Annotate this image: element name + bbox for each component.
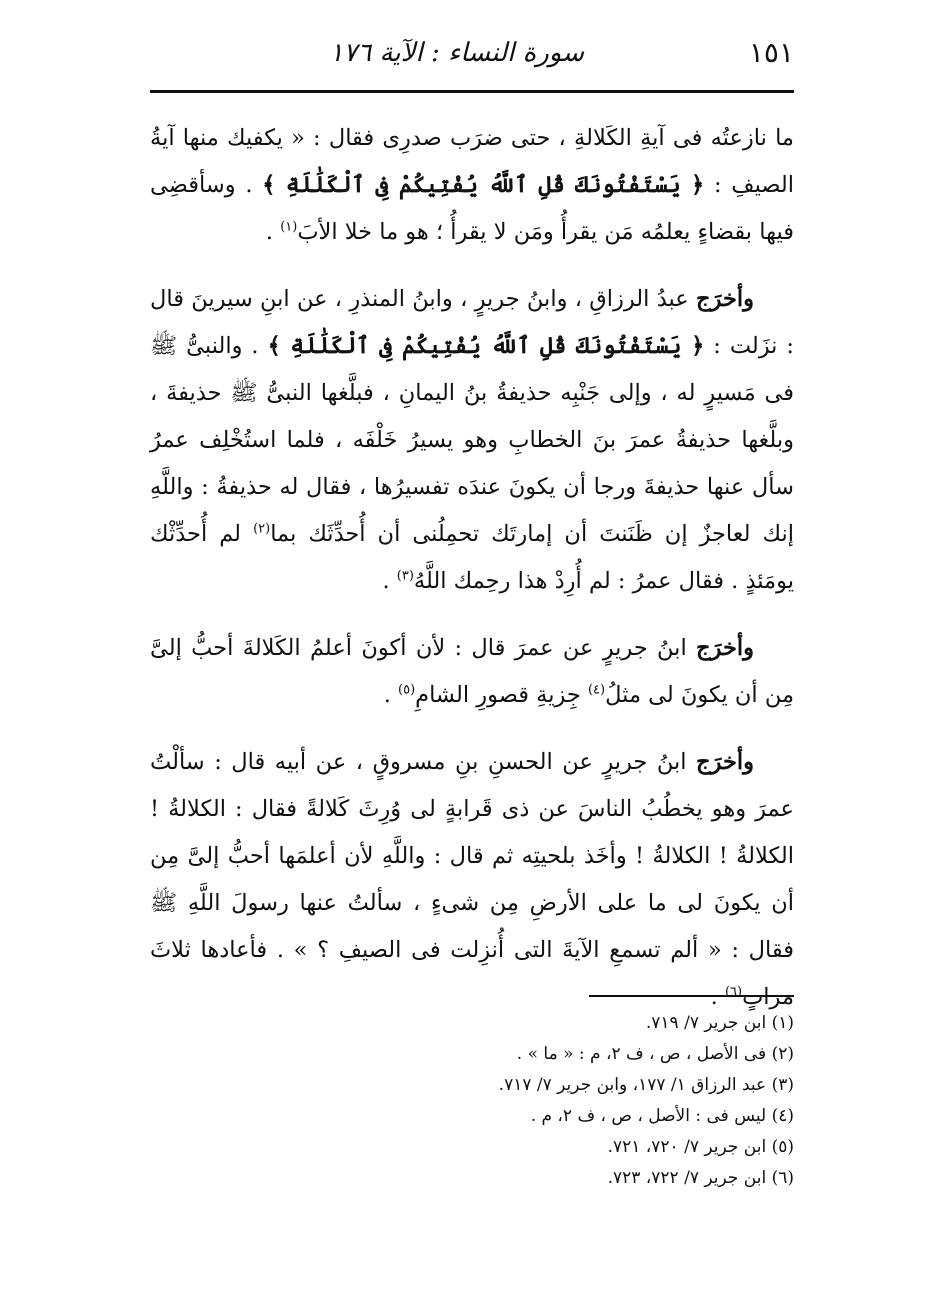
paragraph-text: ابنُ جريرٍ عن عمرَ قال : لأن أكونَ أعلمُ الكَلالةَ أحبُّ إلىَّ مِن أن يكونَ لى مثلُ (150, 635, 794, 708)
footnote-marker: (٢) (253, 521, 271, 537)
paragraph-text: عبدُ الرزاقِ ، وابنُ جريرٍ ، وابنُ المنذرِ ، عن ابنِ سيرينَ قال : نزَلت : (150, 286, 795, 359)
paragraph-lead: وأخرَج (696, 749, 754, 775)
footnote-marker: (٦) (724, 984, 743, 1000)
quran-verse: ﴿ يَسْتَفْتُونَكَ قُلِ ٱللَّهُ يُفْتِيكُمْ فِى ٱلْكَلَٰلَةِ ﴾ (262, 172, 705, 198)
footnote-marker: (١) (280, 219, 298, 235)
paragraph-text: لم أُحدِّثْك يومَئذٍ . فقال عمرُ : لم أُرِدْ هذا رحِمك اللَّهُ (150, 521, 794, 594)
footnote-6: (٦) ابن جرير ٧/ ٧٢٢، ٧٢٣. (607, 1168, 794, 1188)
page-header (150, 30, 794, 80)
paragraph-text: . والنبىُّ ﷺ فى مَسيرٍ له ، وإلى جَنْبِه حذيفةُ بنُ اليمانِ ، فبلَّغها النبىُّ ﷺ حذيفةَ ، وبلَّغها حذيفةُ عمرَ بنَ الخطابِ وهو يسيرُ خَلْفَه ، فلما استُخْلِف عمرُ سأل عنها حذيفةَ ورجا أن يكونَ عندَه تفسيرُها ، فقال له حذيفةُ : واللَّهِ إنك لعاجزٌ إن ظَنَنتَ أن إمارتَك تحمِلُنى أن أُحدِّثَك بما (150, 333, 794, 547)
running-title: سورة النساء : الآية ١٧٦ (329, 38, 584, 68)
paragraph-1 (150, 115, 794, 256)
footnote-rule (589, 995, 794, 997)
footnote-marker: (٣) (396, 568, 414, 584)
paragraph-lead: وأخرَج (696, 635, 754, 661)
paragraph-2 (150, 276, 794, 605)
footnotes (150, 1008, 794, 1194)
page-number: ١٥١ (748, 36, 794, 69)
paragraph-text: . (710, 984, 725, 1010)
footnote-4: (٤) ليس فى : الأصل ، ص ، ف ٢، م . (530, 1106, 794, 1126)
paragraph-text: جِزيةِ قصورِ الشامِ (415, 682, 588, 708)
footnote-2: (٢) فى الأصل ، ص ، ف ٢، م : « ما » . (516, 1044, 794, 1064)
paragraph-3 (150, 625, 794, 719)
main-text (150, 115, 794, 1041)
footnote-marker: (٥) (398, 682, 416, 698)
footnote-marker: (٤) (587, 682, 606, 698)
paragraph-text: . وسأقضِى فيها بقضاءٍ يعلمُه مَن يقرأُ ومَن لا يقرأُ ؛ هو ما خلا الأبَ (150, 172, 794, 245)
paragraph-4 (150, 739, 794, 1021)
paragraph-text: . (382, 568, 397, 594)
header-rule (150, 90, 794, 93)
paragraph-text: ما نازعتُه فى آيةِ الكَلالةِ ، حتى ضرَب صدرِى فقال : « يكفيك منها آيةُ الصيفِ : (150, 125, 794, 198)
quran-verse: ﴿ يَسْتَفْتُونَكَ قُلِ ٱللَّهُ يُفْتِيكُمْ فِى ٱلْكَلَٰلَةِ ﴾ (267, 333, 705, 359)
paragraph-lead: وأخرَج (696, 286, 754, 312)
footnote-5: (٥) ابن جرير ٧/ ٧٢٠، ٧٢١. (607, 1137, 794, 1157)
footnote-3: (٣) عبد الرزاق ١/ ١٧٧، وابن جرير ٧/ ٧١٧. (498, 1075, 794, 1095)
footnote-1: (١) ابن جرير ٧/ ٧١٩. (645, 1013, 794, 1033)
paragraph-text: . (265, 219, 281, 245)
paragraph-text: ابنُ جريرٍ عن الحسنِ بنِ مسروقٍ ، عن أبيه قال : سألْتُ عمرَ وهو يخطُبُ الناسَ عن ذى قَرابةٍ لى وُرِثَ كَلالةً فقال : الكلالةُ ! الكلالةُ ! الكلالةُ ! وأخَذ بلحيتِه ثم قال : واللَّهِ لأن أعلمَها أحبُّ إلىَّ مِن أن يكونَ لى ما على الأرضِ مِن شىءٍ ، سألتُ عنها رسولَ اللَّهِ ﷺ فقال : « ألم تسمعِ الآيةَ التى أُنزِلت فى الصيفِ ؟ » . فأعادها ثلاثَ مراتٍ (150, 749, 794, 1010)
paragraph-text: . (383, 682, 398, 708)
